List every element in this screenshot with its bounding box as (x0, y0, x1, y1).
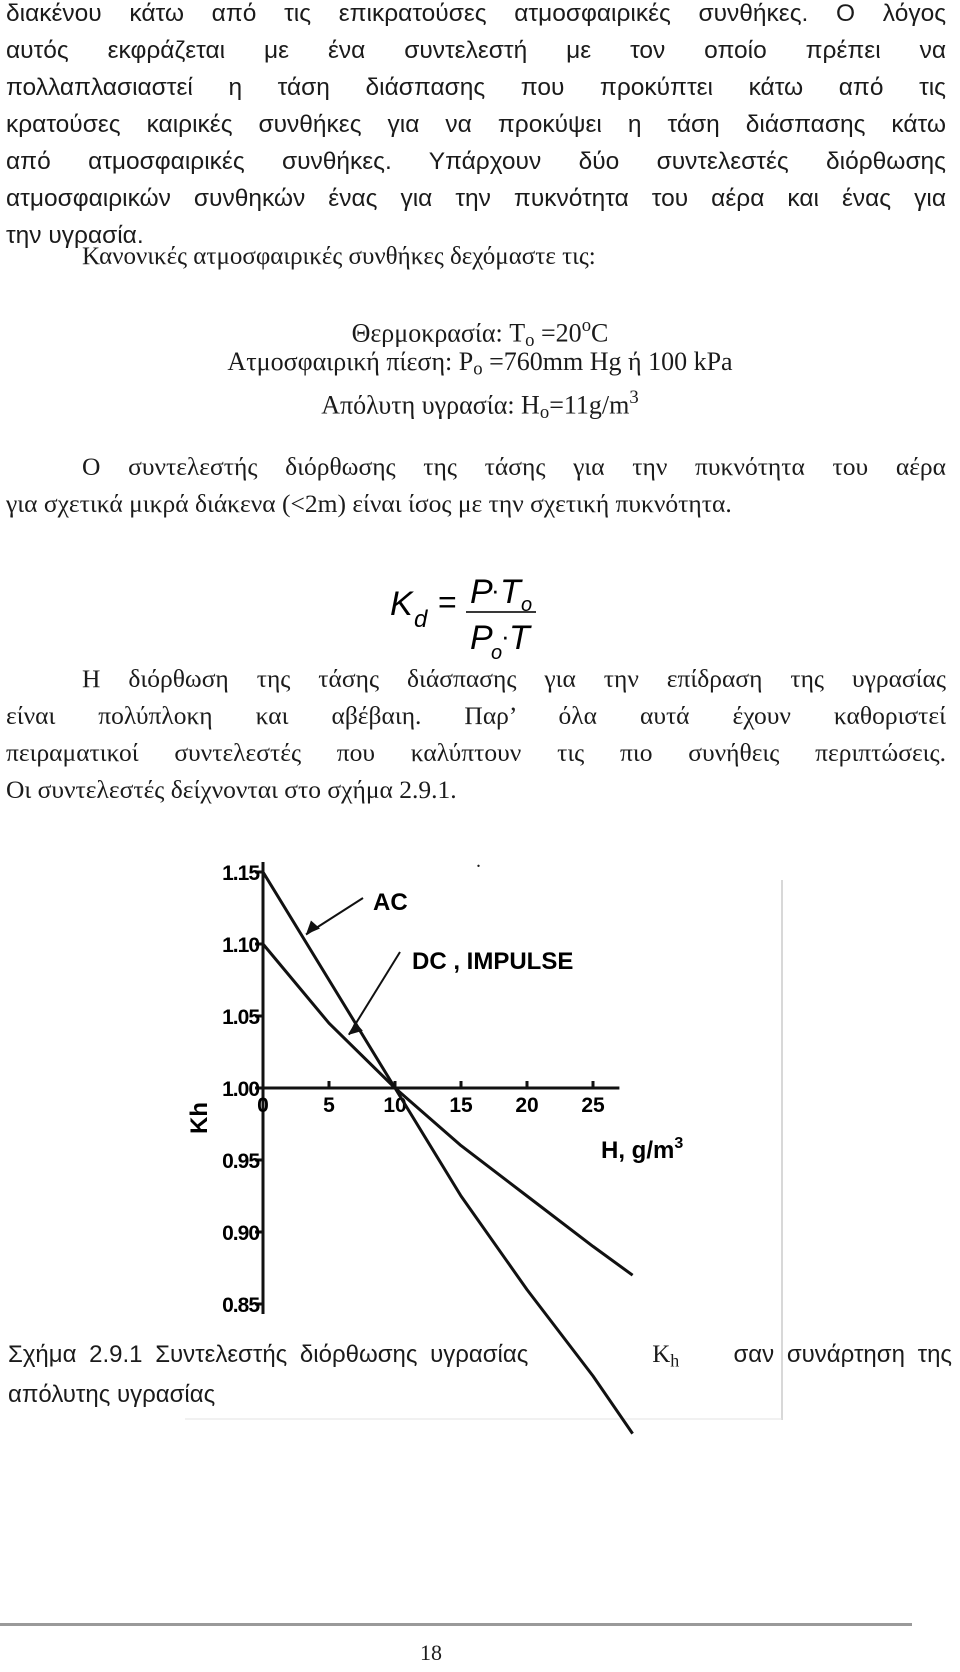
paragraph-1-line: κρατούσες καιρικές συνθήκες για να προκύψει η τάση διάσπασης κάτω (6, 111, 946, 138)
paragraph-4-line: είναι πολύπλοκη και αβέβαιη. Παρ’ όλα αυτά έχουν καθοριστεί (6, 701, 946, 730)
y-tick-label: 0.95 (222, 1150, 259, 1173)
caption-suffix: σαν συνάρτηση της (733, 1341, 952, 1368)
paragraph-3 (6, 448, 946, 522)
annotation-dc-impulse-label: DC , IMPULSE (412, 948, 574, 975)
standard-conditions-intro: Κανονικές ατμοσφαιρικές συνθήκες δεχόμαστε τις: (82, 243, 596, 270)
formula-numerator-p: P (470, 573, 493, 611)
caption-prefix-text: Σχήμα 2.9.1 Συντελεστής διόρθωσης υγρασίας (8, 1341, 529, 1368)
y-axis-label: Kh (186, 1102, 213, 1134)
formula-numerator-t: T (500, 573, 521, 611)
condition-temperature: Θερμοκρασία: $T_o =20^oC$ (351, 315, 609, 351)
x-axis-label-text: H, g/m (601, 1137, 675, 1164)
paragraph-4 (6, 660, 946, 808)
x-axis-label (601, 1135, 683, 1164)
paragraph-1 (6, 0, 946, 254)
y-tick-label: 1.05 (222, 1006, 259, 1029)
paragraph-4-line: Η διόρθωση της τάσης διάσπασης για την επίδραση της υγρασίας (82, 664, 946, 693)
paragraph-1-line: πολλαπλασιαστεί η τάση διάσπασης που προκύπτει κάτω από τις (6, 74, 946, 101)
y-tick-label: 1.00 (222, 1078, 259, 1101)
x-tick-label: 5 (323, 1094, 335, 1117)
formula-numerator-dot: · (491, 575, 500, 605)
x-tick-label: 10 (383, 1094, 407, 1117)
condition-humidity: Απόλυτη υγρασία: $H_o=11g/m^3$ (321, 387, 639, 423)
caption-prefix (8, 1338, 598, 1378)
formula-denominator-t: T (509, 619, 530, 657)
paragraph-1-line: ατμοσφαιρικών συνθηκών ένας για την πυκνότητα του αέρα και ένας για (6, 185, 946, 212)
paragraph-3-line: Ο συντελεστής διόρθωσης της τάσης για την πυκνότητα του αέρα (82, 452, 946, 481)
caption-symbol (652, 1338, 679, 1378)
x-tick-label: 0 (257, 1094, 269, 1117)
formula-k: K (390, 585, 413, 623)
x-tick-label: 25 (581, 1094, 605, 1117)
paragraph-1-line: την υγρασία. (6, 222, 144, 249)
formula-denominator-p: P (470, 619, 493, 657)
y-tick-label: 0.90 (222, 1222, 259, 1245)
stray-dot: . (476, 850, 481, 872)
annotation-ac-label: AC (373, 889, 408, 916)
paragraph-1-line: από ατμοσφαιρικές συνθήκες. Υπάρχουν δύο συντελεστές διόρθωσης (6, 148, 946, 175)
formula-denominator-p-subscript: o (491, 642, 503, 664)
footer-rule (0, 1623, 912, 1626)
y-tick-label: 0.85 (222, 1294, 259, 1317)
formula-denominator-dot: · (501, 621, 510, 651)
formula-equals: = (438, 584, 457, 620)
x-axis-label-superscript: 3 (674, 1135, 684, 1152)
formula-k-subscript: d (414, 606, 428, 633)
figure-caption (8, 1338, 952, 1412)
formula-numerator-t-subscript: o (521, 594, 533, 616)
page-number: 18 (420, 1640, 442, 1665)
condition-pressure: Ατμοσφαιρική πίεση: $P_o =760mm$ Hg ή 100 kPa (227, 347, 733, 380)
paragraph-4-line: Οι συντελεστές δείχνονται στο σχήμα 2.9.1. (6, 775, 457, 804)
y-tick-label: 1.10 (222, 934, 259, 957)
paragraph-3-line: για σχετικά μικρά διάκενα (<2m) είναι ίσος με την σχετική πυκνότητα. (6, 489, 732, 518)
paragraph-4-line: πειραματικοί συντελεστές που καλύπτουν τις πιο συνήθεις περιπτώσεις. (6, 738, 946, 767)
caption-symbol-k: K (652, 1341, 671, 1368)
paragraph-1-line: αυτός εκφράζεται με ένα συντελεστή με τον οποίο πρέπει να (6, 37, 946, 64)
x-tick-label: 20 (515, 1094, 539, 1117)
y-tick-label: 1.15 (222, 862, 259, 885)
caption-symbol-subscript: h (670, 1350, 680, 1371)
caption-line-1 (8, 1338, 952, 1378)
x-tick-label: 15 (449, 1094, 473, 1117)
caption-line-2: απόλυτης υγρασίας (8, 1380, 216, 1408)
paragraph-1-line: διακένου κάτω από τις επικρατούσες ατμοσφαιρικές συνθήκες. Ο λόγος (6, 0, 946, 27)
